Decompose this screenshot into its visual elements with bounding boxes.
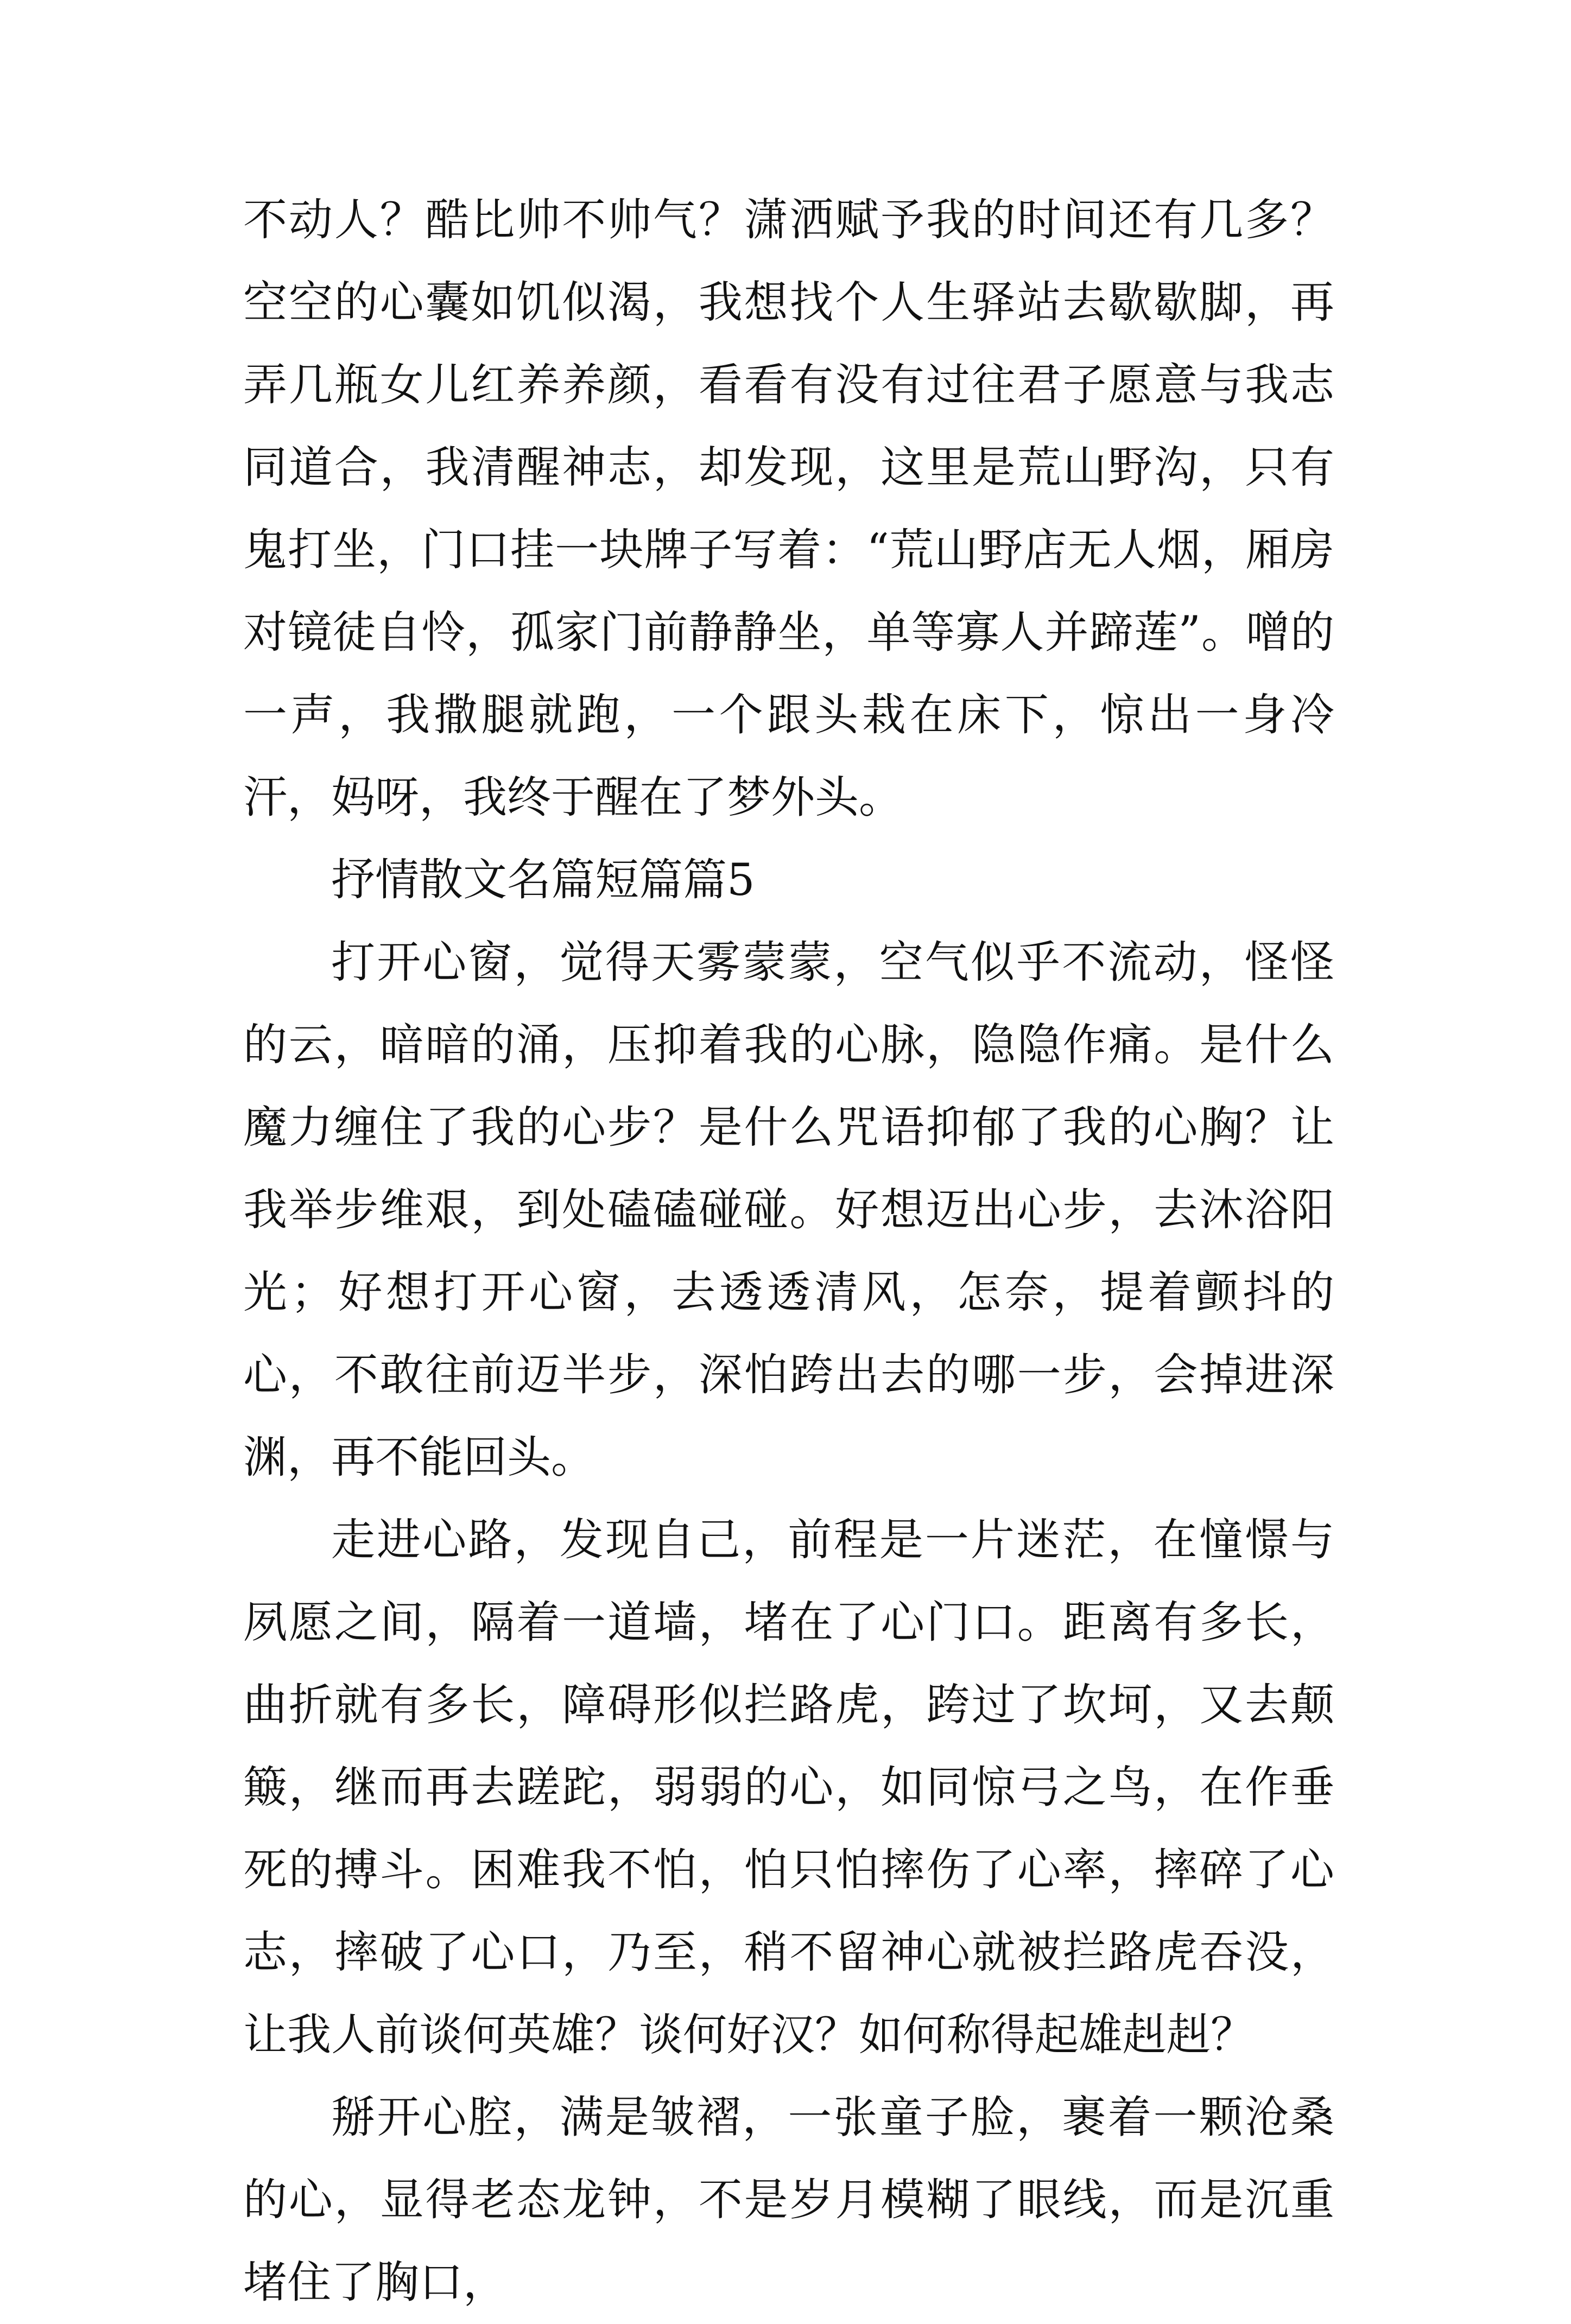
section-heading: 抒情散文名篇短篇篇5 — [331, 855, 755, 906]
paragraph: 掰开心腔，满是皱褶，一张童子脸，裹着一颗沧桑的心，显得老态龙钟，不是岁月模糊了眼线，而是沉重堵住了胸口， — [243, 2092, 1334, 2308]
paragraph-continuation: 不动人？酷比帅不帅气？潇洒赋予我的时间还有几多？空空的心囊如饥似渴，我想找个人生驿站去歇歇脚，再弄几瓶女儿红养养颜，看看有没有过往君子愿意与我志同道合，我清醒神志，却发现，这里是荒山野沟，只有鬼打坐，门口挂一块牌子写着：“荒山野店无人烟，厢房对镜徒自怜，孤家门前静静坐，单等寡人并蹄莲”。噌的一声，我撒腿就跑，一个跟头栽在床下，惊出一身冷汗，妈呀，我终于醒在了梦外头。 — [243, 195, 1334, 823]
body-text — [243, 179, 1334, 2324]
paragraph: 走进心路，发现自己，前程是一片迷茫，在憧憬与夙愿之间，隔着一道墙，堵在了心门口。距离有多长，曲折就有多长，障碍形似拦路虎，跨过了坎坷，又去颠簸，继而再去蹉跎，弱弱的心，如同惊弓之鸟，在作垂死的搏斗。困难我不怕，怕只怕摔伤了心率，摔碎了心志，摔破了心口，乃至，稍不留神心就被拦路虎吞没，让我人前谈何英雄？谈何好汉？如何称得起雄赳赳？ — [243, 1515, 1334, 2061]
paragraph: 打开心窗，觉得天雾蒙蒙，空气似乎不流动，怪怪的云，暗暗的涌，压抑着我的心脉，隐隐作痛。是什么魔力缠住了我的心步？是什么咒语抑郁了我的心胸？让我举步维艰，到处磕磕碰碰。好想迈出心步，去沐浴阳光；好想打开心窗，去透透清风，怎奈，提着颤抖的心，不敢往前迈半步，深怕跨出去的哪一步，会掉进深渊，再不能回头。 — [243, 937, 1334, 1483]
